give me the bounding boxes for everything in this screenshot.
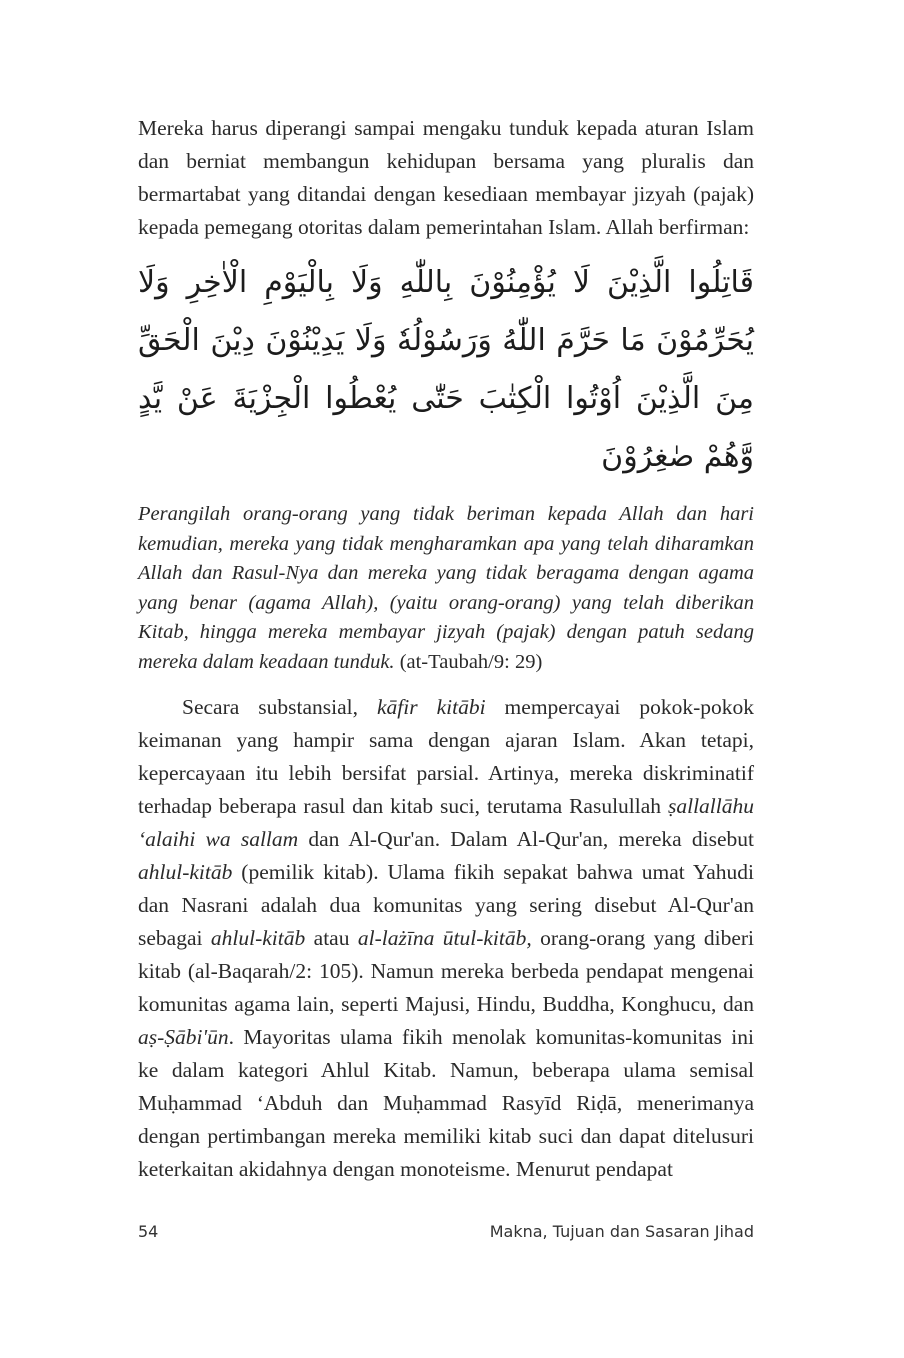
body-term: aṣ-Ṣābi'ūn [138,1025,229,1049]
body-term: kāfir kitābi [377,695,486,719]
body-text: atau [305,926,358,950]
body-text: Secara substansial, [182,695,377,719]
body-text: orang-orang yang diberi kitab (al-Baqarah/2: 105). Namun mereka berbeda pendapat mengenai komunitas agama lain, seperti Majusi, Hindu, Buddha, Konghucu, dan [138,926,755,1016]
body-text: mempercayai pokok-pokok keimanan yang hampir sama dengan ajaran Islam. Akan tetapi, kepercayaan itu lebih bersifat parsial. Artinya, mereka diskriminatif terhadap beberapa rasul dan kitab suci, terutama Rasulullah [138,695,754,818]
body-term: ṣallallāhu ‘alaihi wa sallam [138,794,754,851]
page-number: 54 [138,1222,159,1241]
body-term: al-lażīna ūtul-kitāb, [357,926,532,950]
verse-translation [138,500,754,677]
body-paragraph [138,691,754,1186]
body-term: ahlul-kitāb [138,860,233,884]
arabic-verse: قَاتِلُوا الَّذِيْنَ لَا يُؤْمِنُوْنَ بِاللّٰهِ وَلَا بِالْيَوْمِ الْاٰخِرِ وَلَا يُحَرِّمُوْنَ مَا حَرَّمَ اللّٰهُ وَرَسُوْلُهٗ وَلَا يَدِيْنُوْنَ دِيْنَ الْحَقِّ مِنَ الَّذِيْنَ اُوْتُوا الْكِتٰبَ حَتّٰى يُعْطُوا الْجِزْيَةَ عَنْ يَّدٍ وَّهُمْ صٰغِرُوْنَ [138,265,754,474]
page-footer [138,1222,754,1241]
running-title: Makna, Tujuan dan Sasaran Jihad [489,1222,754,1241]
body-term: ahlul-kitāb [210,926,306,950]
body-text: (pemilik kitab). Ulama fikih sepakat bahwa umat Yahudi dan Nasrani adalah dua komunitas yang sering disebut Al-Qur'an sebagai [138,860,754,950]
body-text: . Mayoritas ulama fikih menolak komunitas-komunitas ini ke dalam kategori Ahlul Kitab. Namun, beberapa ulama semisal Muḥammad ‘Abduh dan Muḥammad Rasyīd Riḍā, menerimanya dengan pertimbangan mereka memiliki kitab suci dan dapat ditelusuri keterkaitan akidahnya dengan monoteisme. Menurut pendapat [138,1025,754,1181]
intro-paragraph: Mereka harus diperangi sampai mengaku tunduk kepada aturan Islam dan berniat membangun kehidupan bersama yang pluralis dan bermartabat yang ditandai dengan kesediaan membayar jizyah (pajak) kepada pemegang otoritas dalam pemerintahan Islam. Allah berfirman: [138,116,754,239]
page-content [138,112,754,1186]
body-text: dan Al-Qur'an. Dalam Al-Qur'an, mereka disebut [298,827,755,851]
verse-reference: (at-Taubah/9: 29) [394,650,543,673]
translation-text: Perangilah orang-orang yang tidak beriman kepada Allah dan hari kemudian, mereka yang tidak mengharamkan apa yang telah diharamkan Allah dan Rasul-Nya dan mereka yang tidak beragama dengan agama yang benar (agama Allah), (yaitu orang-orang) yang telah diberikan Kitab, hingga mereka membayar jizyah (pajak) dengan patuh sedang mereka dalam keadaan tunduk. [138,503,754,673]
